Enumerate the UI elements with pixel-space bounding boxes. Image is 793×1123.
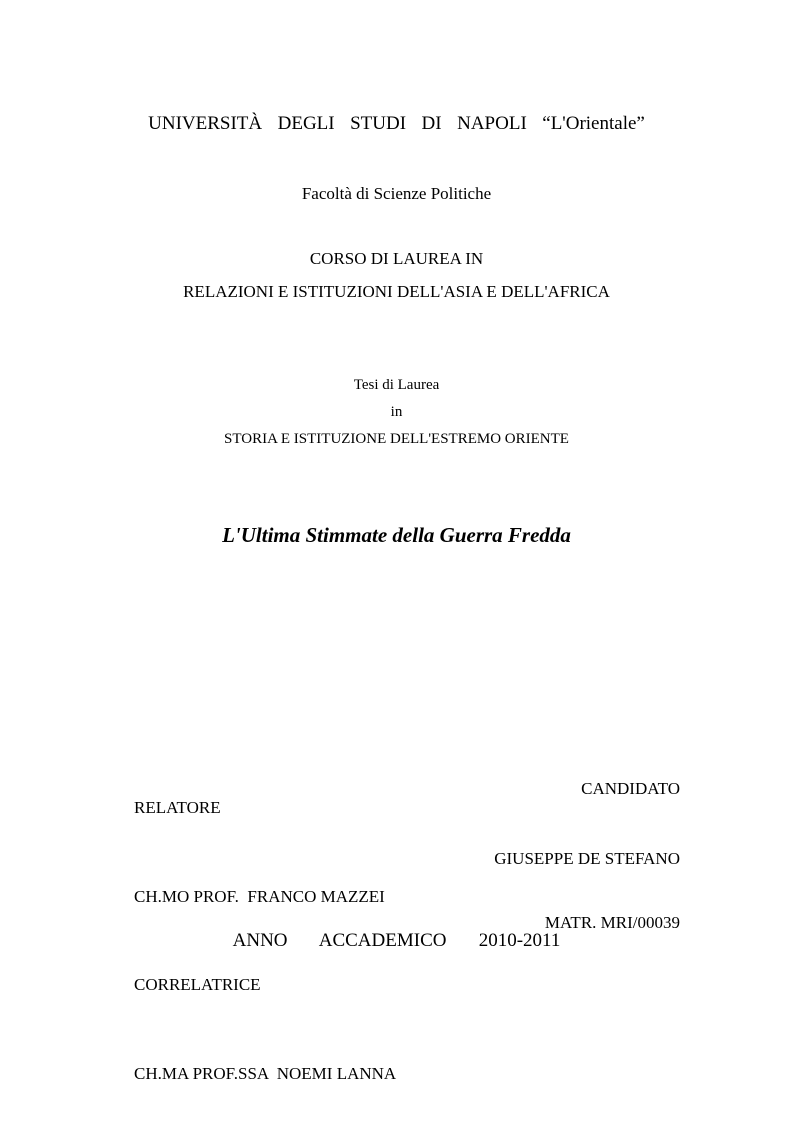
correlatrice-label: CORRELATRICE <box>134 975 261 994</box>
supervisors-block <box>134 734 396 1118</box>
candidate-name: GIUSEPPE DE STEFANO <box>494 848 680 868</box>
thesis-title: L'Ultima Stimmate della Guerra Fredda <box>222 523 571 547</box>
course-name: RELAZIONI E ISTITUZIONI DELL'ASIA E DELL'AFRICA <box>183 282 610 301</box>
thesis-subject: STORIA E ISTITUZIONE DELL'ESTREMO ORIENTE <box>224 431 569 447</box>
course-heading: CORSO DI LAUREA IN <box>309 249 484 268</box>
candidate-block <box>494 734 680 952</box>
thesis-connector: in <box>390 404 403 420</box>
relatore-name: CH.MO PROF. FRANCO MAZZEI <box>134 886 385 906</box>
candidate-label: CANDIDATO <box>581 779 680 798</box>
faculty-name: Facoltà di Scienze Politiche <box>301 184 492 203</box>
candidate-matricola: MATR. MRI/00039 <box>544 913 680 932</box>
university-name: UNIVERSITÀ DEGLI STUDI DI NAPOLI “L'Orientale” <box>148 113 645 134</box>
correlatrice-name: CH.MA PROF.SSA NOEMI LANNA <box>134 1063 397 1083</box>
relatore-label: RELATORE <box>134 798 221 817</box>
thesis-type: Tesi di Laurea <box>353 377 440 393</box>
academic-year: ANNO ACCADEMICO 2010-2011 <box>232 930 561 951</box>
